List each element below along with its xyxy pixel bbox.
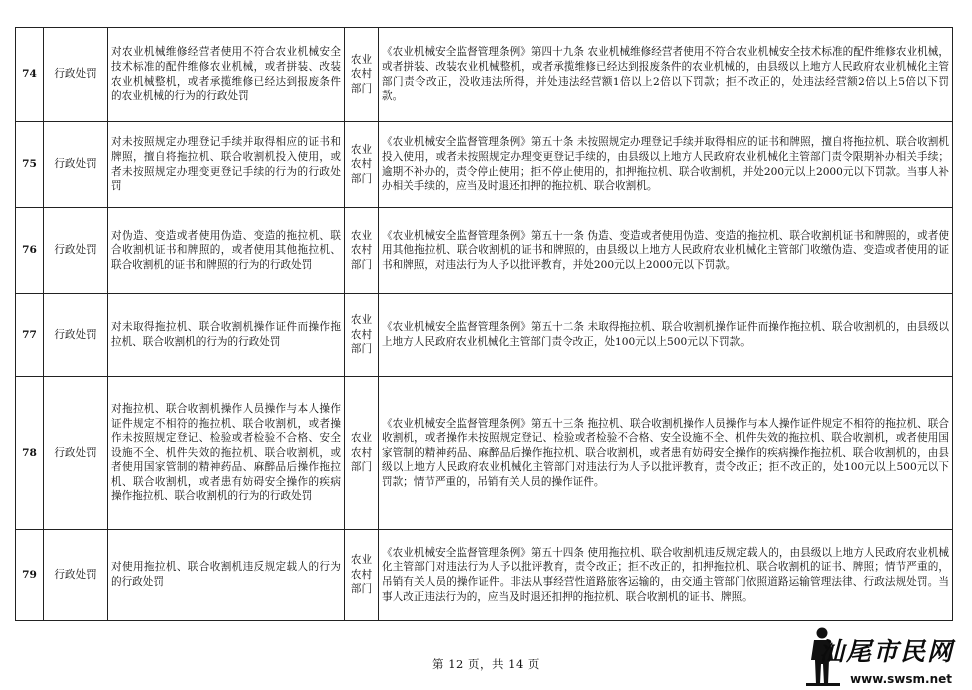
page-footer: 第 12 页，共 14 页 <box>432 657 540 671</box>
table-row <box>16 208 953 294</box>
table-row <box>16 530 953 621</box>
item-type: 行政处罚 <box>44 28 108 122</box>
row-number: 75 <box>16 122 44 208</box>
item-name: 对未按照规定办理登记手续并取得相应的证书和牌照，擅自将拖拉机、联合收割机投入使用，或者未按照规定办理变更登记手续的行为的行政处罚 <box>108 122 345 208</box>
item-legal-basis: 《农业机械安全监督管理条例》第五十四条 使用拖拉机、联合收割机违反规定载人的，由县级以上地方人民政府农业机械化主管部门对违法行为人予以批评教育，责令改正；拒不改正的，扣押拖拉机、联合收割机的证书、牌照；情节严重的，吊销有关人员的操作证件。非法从事经营性道路旅客运输的，由交通主管部门依照道路运输管理法律、行政法规处罚。当事人改正违法行为的，应当及时退还扣押的拖拉机、联合收割机的证书、牌照。 <box>379 530 953 621</box>
item-department: 农业农村部门 <box>345 377 379 530</box>
watermark-url: www.swsm.net <box>850 672 952 686</box>
table-row <box>16 122 953 208</box>
item-department: 农业农村部门 <box>345 530 379 621</box>
row-number: 78 <box>16 377 44 530</box>
item-legal-basis: 《农业机械安全监督管理条例》第五十一条 伪造、变造或者使用伪造、变造的拖拉机、联合收割机证书和牌照的，或者使用其他拖拉机、联合收割机的证书和牌照的，由县级以上地方人民政府农业机械化主管部门收缴伪造、变造或者使用的证书和牌照，对违法行为人予以批评教育，并处200元以上2000元以下罚款。 <box>379 208 953 294</box>
item-name: 对伪造、变造或者使用伪造、变造的拖拉机、联合收割机证书和牌照的，或者使用其他拖拉机、联合收割机的证书和牌照的行为的行政处罚 <box>108 208 345 294</box>
penalty-table <box>15 27 953 621</box>
item-type: 行政处罚 <box>44 377 108 530</box>
watermark-title: 汕尾市民网 <box>818 637 954 666</box>
item-legal-basis: 《农业机械安全监督管理条例》第五十三条 拖拉机、联合收割机操作人员操作与本人操作证件规定不相符的拖拉机、联合收割机，或者操作未按照规定登记、检验或者检验不合格、安全设施不全、机件失效的拖拉机、联合收割机，或者使用国家管制的精神药品、麻醉品后操作拖拉机、联合收割机，或者患有妨碍安全操作的疾病操作拖拉机、联合收割机的，由县级以上地方人民政府农业机械化主管部门对违法行为人予以批评教育，责令改正；拒不改正的，处100元以上500元以下罚款；情节严重的，吊销有关人员的操作证件。 <box>379 377 953 530</box>
item-department: 农业农村部门 <box>345 208 379 294</box>
table-row <box>16 294 953 377</box>
item-legal-basis: 《农业机械安全监督管理条例》第五十条 未按照规定办理登记手续并取得相应的证书和牌照，擅自将拖拉机、联合收割机投入使用，或者未按照规定办理变更登记手续的，由县级以上地方人民政府农业机械化主管部门责令限期补办相关手续；逾期不补办的，责令停止使用；拒不停止使用的，扣押拖拉机、联合收割机，并处200元以上2000元以下罚款。当事人补办相关手续的，应当及时退还扣押的拖拉机、联合收割机。 <box>379 122 953 208</box>
table-row <box>16 28 953 122</box>
item-department: 农业农村部门 <box>345 294 379 377</box>
site-watermark <box>804 626 964 688</box>
item-type: 行政处罚 <box>44 122 108 208</box>
item-type: 行政处罚 <box>44 530 108 621</box>
row-number: 79 <box>16 530 44 621</box>
item-legal-basis: 《农业机械安全监督管理条例》第四十九条 农业机械维修经营者使用不符合农业机械安全技术标准的配件维修农业机械，或者拼装、改装农业机械整机，或者承揽维修已经达到报废条件的农业机械的，由县级以上地方人民政府农业机械化主管部门责令改正，没收违法所得，并处违法经营额1倍以上2倍以下罚款；拒不改正的，处违法经营额2倍以上5倍以下罚款。 <box>379 28 953 122</box>
table-row <box>16 377 953 530</box>
item-name: 对未取得拖拉机、联合收割机操作证件而操作拖拉机、联合收割机的行为的行政处罚 <box>108 294 345 377</box>
item-name: 对农业机械维修经营者使用不符合农业机械安全技术标准的配件维修农业机械，或者拼装、改装农业机械整机，或者承揽维修已经达到报废条件的农业机械的行为的行政处罚 <box>108 28 345 122</box>
item-name: 对拖拉机、联合收割机操作人员操作与本人操作证件规定不相符的拖拉机、联合收割机，或者操作未按照规定登记、检验或者检验不合格、安全设施不全、机件失效的拖拉机、联合收割机，或者使用国家管制的精神药品、麻醉品后操作拖拉机、联合收割机，或者患有妨碍安全操作的疾病操作拖拉机、联合收割机的行为的行政处罚 <box>108 377 345 530</box>
item-department: 农业农村部门 <box>345 28 379 122</box>
item-legal-basis: 《农业机械安全监督管理条例》第五十二条 未取得拖拉机、联合收割机操作证件而操作拖拉机、联合收割机的，由县级以上地方人民政府农业机械化主管部门责令改正，处100元以上500元以下罚款。 <box>379 294 953 377</box>
row-number: 77 <box>16 294 44 377</box>
item-name: 对使用拖拉机、联合收割机违反规定载人的行为的行政处罚 <box>108 530 345 621</box>
item-type: 行政处罚 <box>44 294 108 377</box>
row-number: 74 <box>16 28 44 122</box>
item-type: 行政处罚 <box>44 208 108 294</box>
item-department: 农业农村部门 <box>345 122 379 208</box>
row-number: 76 <box>16 208 44 294</box>
